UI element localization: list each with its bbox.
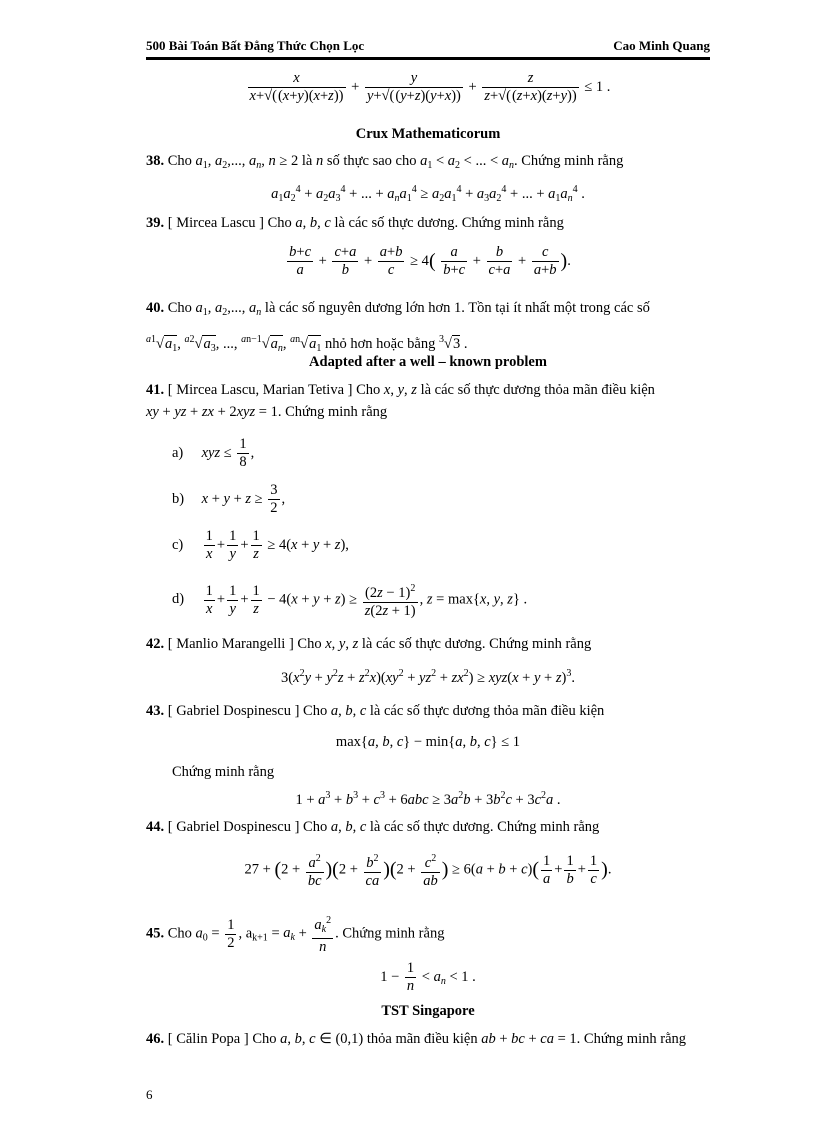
problem-text: Cho [167, 925, 192, 942]
section-tst: TST Singapore [381, 1003, 475, 1019]
item-label: d) [172, 591, 185, 608]
problem-author: [ Gabriel Dospinescu ] [167, 819, 300, 835]
problem-number: 38. [146, 153, 165, 169]
item-label: c) [172, 536, 184, 553]
problem-text: là các số thực dương. Chứng minh rằng [361, 636, 592, 652]
problem-text: . Chứng minh rằng [335, 925, 445, 942]
problem-46: 46. [ Călin Popa ] Cho a, b, c ∈ (0,1) thỏa mãn điều kiện ab + bc + ca = 1. Chứng minh rằng [146, 1031, 687, 1047]
problem-39: 39. [ Mircea Lascu ] Cho a, b, c là các số thực dương. Chứng minh rằng [146, 215, 564, 231]
item-label: a) [172, 444, 184, 461]
problem-text: là các số nguyên dương lớn hơn 1. Tồn tại ít nhất một trong các số [264, 300, 650, 316]
problem-text: nhỏ hơn hoặc bằng [325, 336, 436, 352]
item-41b: b) x + y + z ≥ $\frac{3}{2}$ , [172, 482, 286, 516]
item-41a: a) xyz ≤ $\frac{1}{8}$ , [172, 436, 255, 470]
problem-author: [ Gabriel Dospinescu ] [167, 703, 300, 719]
item-41d: d) $\frac{1}{x}$ + $\frac{1}{y}$ + $\frac{1}{z}$ − 4(x + y + z) ≥ $\frac{(2z - 1)^2}{z(2z + 1)}$ , z = max{x, y, z} . [172, 580, 692, 620]
problem-text: Cho [297, 636, 322, 652]
problem-text: là các số thực dương thỏa mãn điều kiện [369, 703, 605, 719]
problem-author: [ Manlio Marangelli ] [167, 636, 294, 652]
problem-text: là các số thực dương. Chứng minh rằng [334, 215, 564, 231]
formula-38: $a_1a_2^4 + a_2a_3^4$ + ... + $a_na_1^4 \ge a_2a_1^4 + a_3a_2^4$ + ... + $a_1a_n^4$ . [271, 184, 585, 204]
problem-number: 45. [146, 925, 165, 942]
header-title: 500 Bài Toán Bất Đẳng Thức Chọn Lọc [146, 38, 365, 53]
formula-43-condition: max{a, b, c} − min{a, b, c} ≤ 1 [335, 734, 521, 750]
problem-44: 44. [ Gabriel Dospinescu ] Cho a, b, c là các số thực dương. Chứng minh rằng [146, 819, 600, 835]
problem-number: 42. [146, 636, 165, 652]
problem-43: 43. [ Gabriel Dospinescu ] Cho a, b, c là các số thực dương thỏa mãn điều kiện [146, 703, 605, 719]
formula-37-continuation: $\frac{x}{x+√((x+y)(x+z))}$ + $\frac{y}{y+√((y+z)(y+x))}$ + $\frac{z}{z+√((z+x)(z+y))}$ ≤ 1 . [249, 70, 611, 104]
problem-43-prove: Chứng minh rằng [172, 764, 275, 780]
problem-text: Cho [356, 382, 381, 398]
problem-text: . Chứng minh rằng [277, 404, 388, 420]
header-rule [146, 57, 710, 60]
problem-38: 38. Cho $a_1$, $a_2$,..., $a_n$, n ≥ 2 là n số thực sao cho $a_1 < a_2$ < ... < $a_n$. Chứng minh rằng [146, 153, 624, 171]
problem-text: . Chứng minh rằng [514, 153, 624, 169]
problem-author: [ Mircea Lascu ] [167, 215, 264, 231]
problem-text: . Chứng minh rằng [576, 1031, 687, 1047]
formula-43: $1 + a^3 + b^3 + c^3 + 6abc \ge 3a^2b + 3b^2c + 3c^2a$ . [295, 790, 561, 808]
problem-text: Cho [303, 703, 328, 719]
formula-45: 1 − $\frac{1}{n}$ < $a_n < 1$ . [380, 960, 476, 994]
formula-39: $\frac{b+c}{a}$ + $\frac{c+a}{b}$ + $\frac{a+b}{c}$ ≥ 4( $\frac{a}{b+c}$ + $\frac{b}{c+a}$ + $\frac{c}{a+b}$ ). [289, 244, 571, 278]
running-header [146, 38, 710, 54]
item-41c: c) $\frac{1}{x}$ + $\frac{1}{y}$ + $\frac{1}{z}$ ≥ 4(x + y + z), [172, 528, 349, 562]
problem-text: là [301, 153, 313, 169]
header-author: Cao Minh Quang [613, 38, 710, 53]
problem-42: 42. [ Manlio Marangelli ] Cho x, y, z là các số thực dương. Chứng minh rằng [146, 636, 592, 652]
item-label: b) [172, 490, 185, 507]
problem-text: Cho [267, 215, 292, 231]
problem-text: Cho [252, 1031, 277, 1047]
problem-author: [ Călin Popa ] [167, 1031, 249, 1047]
problem-text: là các số thực dương thỏa mãn điều kiện [420, 382, 655, 398]
problem-41: 41. [ Mircea Lascu, Marian Tetiva ] Cho x, y, z là các số thực dương thỏa mãn điều kiện xy + yz + zx + 2xyz = 1. Chứng minh rằng [146, 382, 655, 420]
section-adapted: Adapted after a well – known problem [309, 354, 547, 370]
problem-45: 45. Cho $a_0$ = $\frac{1}{2}$ , $a_{k+1} = a_k$ + $\frac{a_k^2}{n}$ . Chứng minh rằng [146, 912, 710, 956]
problem-number: 46. [146, 1031, 165, 1047]
problem-text: Cho [167, 153, 192, 169]
problem-number: 39. [146, 215, 165, 231]
problem-text: Cho [303, 819, 328, 835]
problem-number: 43. [146, 703, 165, 719]
formula-42: $3(x^2y + y^2z + z^2x)(xy^2 + yz^2 + zx^2) \ge xyz(x + y + z)^3$. [281, 668, 575, 686]
problem-text: là các số thực dương. Chứng minh rằng [369, 819, 600, 835]
section-crux: Crux Mathematicorum [355, 126, 501, 142]
problem-number: 44. [146, 819, 165, 835]
problem-number: 41. [146, 382, 165, 398]
problem-text: thỏa mãn điều kiện [366, 1031, 478, 1047]
formula-44: 27 + (2 + $\frac{a^2}{bc}$ )(2 + $\frac{b^2}{ca}$ )(2 + $\frac{c^2}{ab}$ ) ≥ 6(a + b + c)( $\frac{1}{a}$ + $\frac{1}{b}$ + $\frac{1}{c}$ ). [146, 850, 710, 890]
problem-text: số thực sao cho [326, 153, 417, 169]
problem-number: 40. [146, 300, 165, 316]
problem-author: [ Mircea Lascu, Marian Tetiva ] [167, 382, 353, 398]
page-number: 6 [146, 1087, 153, 1102]
problem-40: 40. Cho $a_1$, $a_2$,..., $a_n$ là các số nguyên dương lớn hơn 1. Tồn tại ít nhất một trong các số $^{a1}√a_1$, $^{a2}√a_3$, ..., $^{an-1}√a_n$, $^{an}√a_1$ nhỏ hơn hoặc bằng $^3$√3 . [146, 300, 650, 354]
problem-text: Cho [167, 300, 192, 316]
